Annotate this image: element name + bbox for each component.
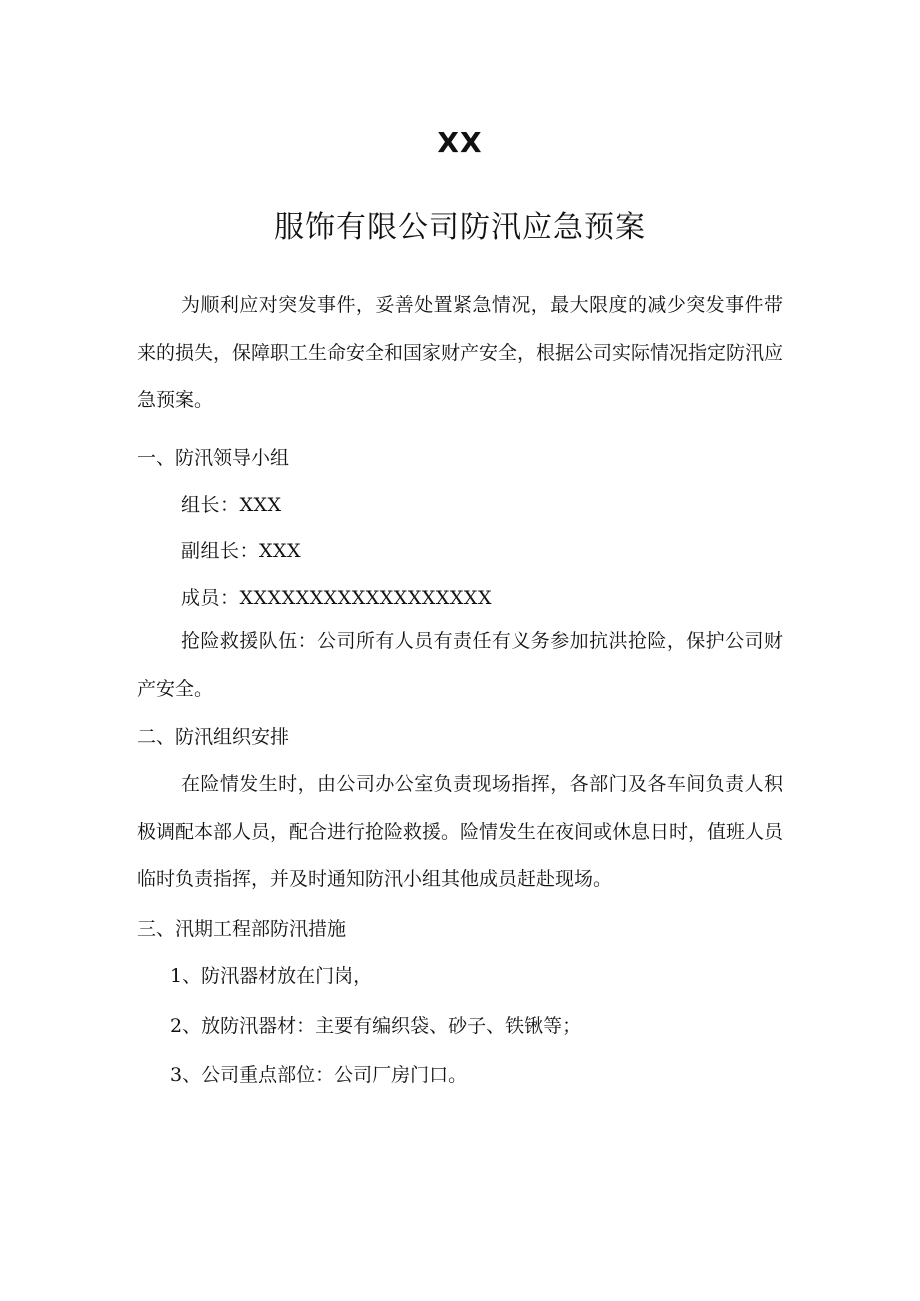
organization-paragraph: 在险情发生时，由公司办公室负责现场指挥，各部门及各车间负责人积极调配本部人员，配合进行抢险救援。险情发生在夜间或休息日时，值班人员临时负责指挥，并及时通知防汛小组其他成员赶赴现场。 [137, 773, 784, 890]
intro-paragraph: 为顺利应对突发事件，妥善处置紧急情况，最大限度的减少突发事件带来的损失，保障职工生命安全和国家财产安全，根据公司实际情况指定防汛应急预案。 [137, 294, 784, 411]
measure-item: 1、防汛器材放在门岗， [170, 965, 373, 987]
members-line: 成员：XXXXXXXXXXXXXXXXXX [181, 587, 492, 609]
section-3-heading: 三、汛期工程部防汛措施 [137, 918, 347, 940]
rescue-team-paragraph: 抢险救援队伍：公司所有人员有责任有义务参加抗洪抢险，保护公司财产安全。 [137, 630, 783, 700]
document-title-prefix: XX [437, 126, 483, 159]
leader-line: 组长：XXX [181, 494, 282, 516]
document-title: 服饰有限公司防汛应急预案 [274, 210, 646, 245]
measure-item: 2、放防汛器材：主要有编织袋、砂子、铁锹等； [170, 1015, 582, 1037]
section-1-heading: 一、防汛领导小组 [137, 447, 290, 469]
deputy-leader-line: 副组长：XXX [181, 540, 302, 562]
measure-item: 3、公司重点部位：公司厂房门口。 [170, 1064, 468, 1086]
section-2-heading: 二、防汛组织安排 [137, 726, 290, 748]
